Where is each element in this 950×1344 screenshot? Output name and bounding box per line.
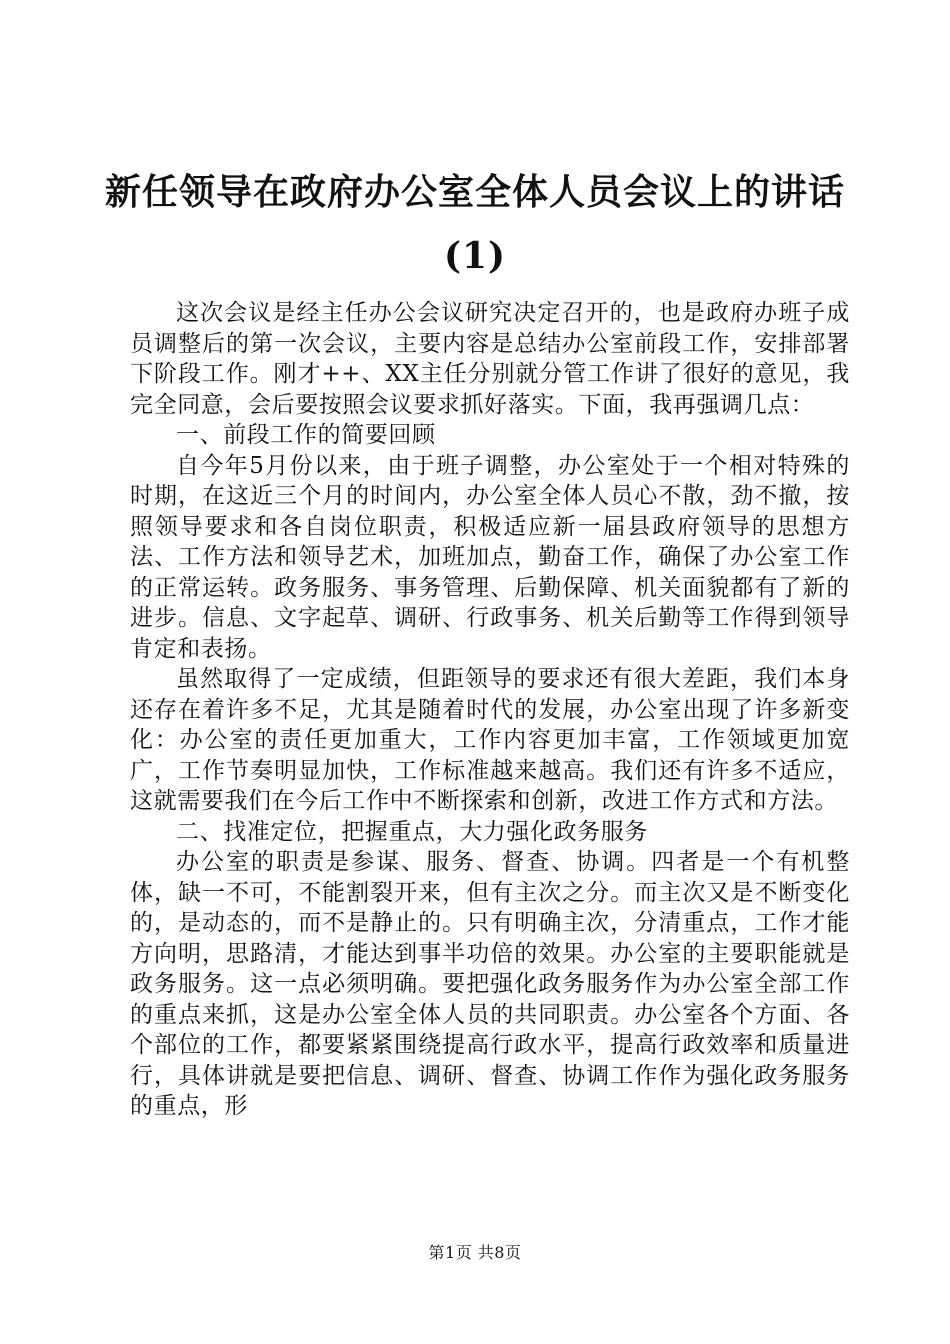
page-number-footer: 第1页 共8页 [428, 1243, 522, 1262]
title-line-2: (1) [443, 235, 507, 277]
section-heading-1: 一、前段工作的简要回顾 [176, 422, 436, 448]
title-line-1: 新任领导在政府办公室全体人员会议上的讲话 [104, 171, 845, 213]
document-body [130, 298, 850, 1122]
document-title [100, 160, 850, 288]
section-heading-2: 二、找准定位，把握重点，大力强化政务服务 [176, 818, 648, 845]
paragraph-intro: 这次会议是经主任办公会议研究决定召开的，也是政府办班子成员调整后的第一次会议，主要内容是总结办公室前段工作，安排部署下阶段工作。刚才++、XX主任分别就分管工作讲了很好的意见，我完全同意，会后要按照会议要求抓好落实。下面，我再强调几点： [130, 300, 850, 418]
paragraph-duties: 办公室的职责是参谋、服务、督查、协调。四者是一个有机整体，缺一不可，不能割裂开来，但有主次之分。而主次又是不断变化的，是动态的，而不是静止的。只有明确主次，分清重点，工作才能方向明，思路清，才能达到事半功倍的效果。办公室的主要职能就是政务服务。这一点必须明确。要把强化政务服务作为办公室全部工作的重点来抓，这是办公室全体人员的共同职责。办公室各个方面、各个部位的工作，都要紧紧围绕提高行政水平，提高行政效率和质量进行，具体讲就是要把信息、调研、督查、协调工作作为强化政务服务的重点，形 [130, 849, 850, 1119]
paragraph-shortcomings: 虽然取得了一定成绩，但距领导的要求还有很大差距，我们本身还存在着许多不足，尤其是随着时代的发展，办公室出现了许多新变化：办公室的责任更加重大，工作内容更加丰富，工作领域更加宽广，工作节奏明显加快，工作标准越来越高。我们还有许多不适应，这就需要我们在今后工作中不断探索和创新，改进工作方式和方法。 [130, 666, 850, 814]
paragraph-review: 自今年5月份以来，由于班子调整，办公室处于一个相对特殊的时期，在这近三个月的时间内，办公室全体人员心不散，劲不撤，按照领导要求和各自岗位职责，积极适应新一届县政府领导的思想方法、工作方法和领导艺术，加班加点，勤奋工作，确保了办公室工作的正常运转。政务服务、事务管理、后勤保障、机关面貌都有了新的进步。信息、文字起草、调研、行政事务、机关后勤等工作得到领导肯定和表扬。 [130, 452, 850, 662]
